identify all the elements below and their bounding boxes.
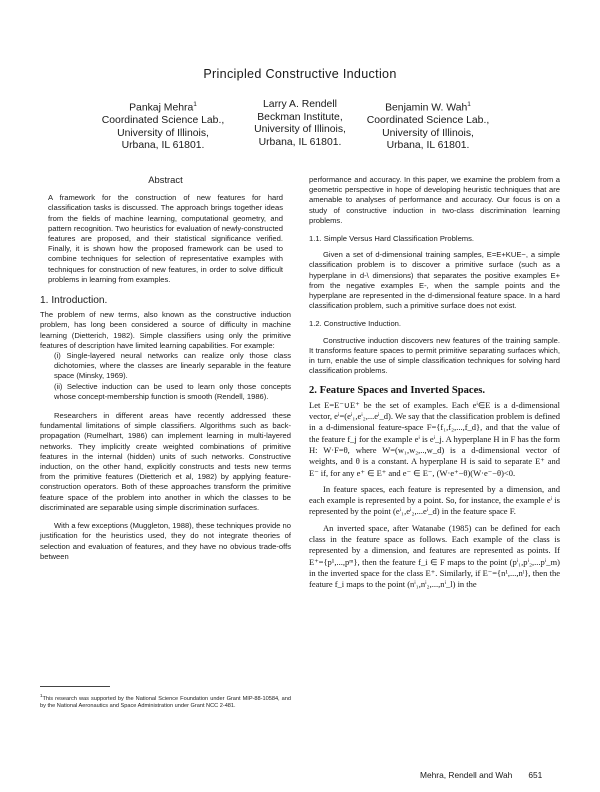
- author-org: Coordinated Science Lab.,: [101, 115, 225, 127]
- author-block-wah: [343, 99, 513, 153]
- abstract-text: A framework for the construction of new features for hard classification tasks is discussed. The approach brings together ideas from the fields of machine learning, computational geometry, and pattern recognition. Two heuristics for evaluation of newly-constructed features are proposed, and their statistical significance verified. Finally, it is shown how the proposed framework can be used to combine techniques for selection of representative examples with techniques for construction of new features, in order to solve difficult problems in learning from examples.: [48, 193, 283, 284]
- author-univ: University of Illinois,: [382, 127, 474, 139]
- section-heading-feature-spaces: 2. Feature Spaces and Inverted Spaces.: [309, 385, 486, 397]
- author-org: Coordinated Science Lab.,: [366, 115, 490, 127]
- intro-paragraph-2: Researchers in different areas have recently addressed these fundamental limitations of simple classifiers. Algorithms such as back-propagation (Rumelhart, 1986) can implement learning in multi-layered networks. They implicitly create weighted combinations of primitive features in the internal (hidden) units of such networks. Constructive induction, on the other hand, explicitly constructs and tests new terms from the primitive features (Dietterich et al, 1982) by applying feature-construction operators. Both of these approaches transform the primitive feature space of the problem into another in which the classes to be discriminated are separable using simple discrimination surfaces.: [40, 411, 291, 512]
- footnote-mark: 1: [193, 101, 197, 108]
- section-2-paragraph-2: In feature spaces, each feature is represented by a dimension, and each example is represented by a point. So, for instance, the example eⁱ is represented by the point (eⁱ₁,eⁱ₂,...eⁱ_d) in the feature space F.: [309, 483, 560, 517]
- abstract-heading: Abstract: [148, 174, 183, 185]
- footnote-mark: 1: [467, 101, 471, 108]
- left-column: [40, 175, 291, 562]
- section-2-paragraph-1: Let E=E⁻∪E⁺ be the set of examples. Each eⁱ∈E is a d-dimensional vector, eⁱ=(eⁱ₁,eⁱ₂,...eⁱ_d). We say that the classification problem is defined in a d-dimensional feature-space F={f₁,f₂,...,f_d}, and that the value of the feature f_j for the example eⁱ is eⁱ_j. A hyperplane H in F has the form H: W·F=θ, where W=(w₁,w₂,..,w_d) is a d-dimensional vector of weights, and θ is a constant. A hyperplane H is said to separate E⁺ and E⁻ if, for any e⁺ ∈ E⁺ and e⁻ ∈ E⁻, (W·e⁺−θ)(W·e⁻−θ)<0.: [309, 399, 560, 478]
- page-number: 651: [528, 770, 543, 780]
- footnote-text: $^1$This research was supported by the National Science Foundation under Grant MIP-88-10584, and by the National Aeronautics and Space Administration under Grant NCC 2-481.: [40, 693, 291, 710]
- section-heading-introduction: 1. Introduction.: [40, 295, 108, 307]
- author-city: Urbana, IL 61801.: [258, 136, 342, 148]
- author-univ: University of Illinois,: [254, 124, 346, 136]
- subsection-heading-1-2: 1.2. Constructive Induction.: [309, 319, 402, 329]
- right-paragraph-continuation: performance and accuracy. In this paper, we examine the problem from a geometric perspective in hope of developing heuristic techniques that are amenable to analyses of performance and accuracy. Our focus is on a study of constructive induction in two-class discrimination learning problems.: [309, 175, 560, 225]
- subsection-1-1-paragraph: Given a set of d-dimensional training samples, E=E+KUE−, a simple classification problem is to discover a primitive surface (such as a hyperplane in d-\ dimensions) that separates the positive examples E+ from the negative examples E-, when the sample points and the hyperplane are represented in the d-dimensional feature space. In a hard classification problem, such a primitive surface does not exist.: [309, 250, 560, 311]
- section-2-paragraph-3: An inverted space, after Watanabe (1985) can be defined for each class in the feature space as follows. Each example of the class is represented by a dimension, and features are represented as points. If E⁺={p¹,...,pᵐ}, then the feature f_i ∈ F maps to the point (pⁱ₁,pⁱ₂,...pⁱ_m) in the inverted space for the class E⁺. Similarly, if E⁻={n¹,...,nˡ}, then the feature f_i maps to the point (nⁱ₁,nⁱ₂,...,nⁱ_l) in the: [309, 522, 560, 590]
- intro-list-item-1: (i) Single-layered neural networks can realize only those class dichotomies, where the classes are linearly separable in the feature space (Minsky, 1969).: [54, 351, 291, 381]
- subsection-heading-1-1: 1.1. Simple Versus Hard Classification Problems.: [309, 234, 475, 244]
- footnote-rule: [40, 686, 110, 687]
- author-city: Urbana, IL 61801.: [121, 140, 205, 152]
- footnote: [40, 686, 291, 710]
- footer-authors: Mehra, Rendell and Wah: [420, 770, 513, 780]
- author-org: Beckman Institute,: [257, 111, 343, 123]
- author-name: Benjamin W. Wah: [385, 102, 468, 114]
- author-name: Larry A. Rendell: [263, 99, 337, 110]
- subsection-1-2-paragraph: Constructive induction discovers new features of the training sample. It transforms feature spaces to permit primitive separating surfaces which, in turn, enable the use of simple classification techniques for solving hard classification problems.: [309, 335, 560, 376]
- intro-list-item-2: (ii) Selective induction can be used to learn only those concepts whose concept-membership function is smooth (Rendell, 1986).: [54, 381, 291, 401]
- author-name: Pankaj Mehra: [129, 102, 194, 114]
- right-column: [309, 175, 560, 591]
- author-univ: University of Illinois,: [117, 127, 209, 139]
- author-city: Urbana, IL 61801.: [386, 140, 470, 152]
- intro-paragraph-3: With a few exceptions (Muggleton, 1988), these techniques provide no justification for the heuristics used, they do not integrate theories of selection and evaluation of features, and they have no obvious trade-offs between: [40, 521, 291, 561]
- page-footer: [420, 770, 595, 780]
- paper-title: Principled Constructive Induction: [203, 67, 397, 81]
- intro-paragraph-1: The problem of new terms, also known as the constructive induction problem, has long been considered a source of difficulty in machine learning (Dietterich, 1982). Simple classifiers using only the primitive features of description have limited learning capabilities. For example:: [40, 310, 291, 350]
